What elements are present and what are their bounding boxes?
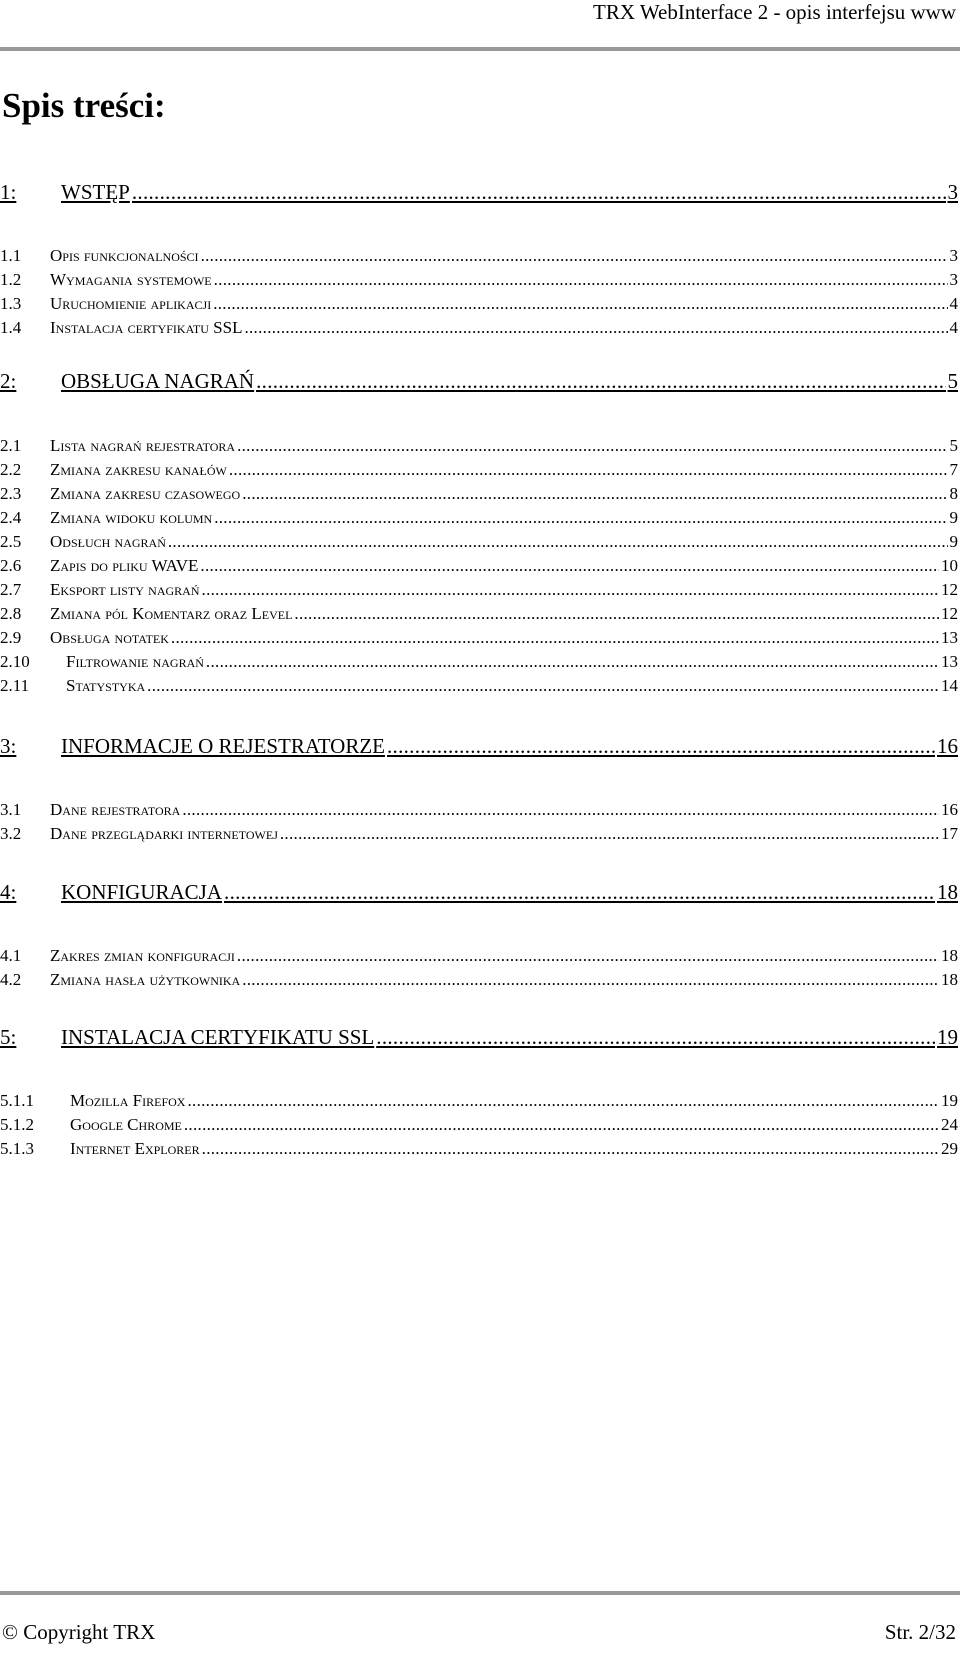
toc-number: 2.11 <box>0 676 30 695</box>
dot-leader <box>200 556 939 576</box>
toc-page: 24 <box>941 1115 958 1134</box>
toc-number: 2.8 <box>0 604 22 623</box>
toc-title: Obsługa notatek <box>50 628 169 647</box>
toc-number: 2.3 <box>0 484 22 503</box>
toc-entry-5-1-3[interactable] <box>0 1139 958 1159</box>
toc-title: Zmiana zakresu kanałów <box>50 460 227 479</box>
toc-page: 12 <box>941 604 958 623</box>
toc-entry-5[interactable] <box>0 1025 958 1050</box>
toc-page: 13 <box>941 628 958 647</box>
toc-number: 2.4 <box>0 508 22 527</box>
dot-leader <box>242 970 939 990</box>
toc-title: Dane przeglądarki internetowej <box>50 824 278 843</box>
toc-entry-5-1-2[interactable] <box>0 1115 958 1135</box>
dot-leader <box>213 294 947 314</box>
dot-leader <box>168 532 948 552</box>
toc-page: 16 <box>941 800 958 819</box>
toc-entry-2-1[interactable] <box>0 436 958 456</box>
page-number: Str. 2/32 <box>884 1620 956 1644</box>
toc-page: 4 <box>949 294 958 313</box>
toc-title: Eksport listy nagrań <box>50 580 200 599</box>
dot-leader <box>294 604 939 624</box>
toc-title: Zmiana zakresu czasowego <box>50 484 241 503</box>
toc-page: 10 <box>941 556 958 575</box>
toc-title: Dane rejestratora <box>50 800 181 819</box>
dot-leader <box>184 1115 939 1135</box>
toc-number: 2.9 <box>0 628 22 647</box>
toc-number: 5.1.3 <box>0 1139 34 1158</box>
dot-leader <box>206 652 939 672</box>
dot-leader <box>202 580 939 600</box>
toc-title: Statystyka <box>66 676 146 695</box>
toc-entry-2-4[interactable] <box>0 508 958 528</box>
toc-entry-5-1-1[interactable] <box>0 1091 958 1111</box>
toc-page: 9 <box>949 508 958 527</box>
toc-number: 4.1 <box>0 946 22 965</box>
toc-entry-3-2[interactable] <box>0 824 958 844</box>
toc-entry-4-2[interactable] <box>0 970 958 990</box>
toc-entry-2[interactable] <box>0 369 958 394</box>
toc-entry-2-8[interactable] <box>0 604 958 624</box>
toc-entry-2-11[interactable] <box>0 676 958 696</box>
toc-page: 8 <box>949 484 958 503</box>
toc-entry-1[interactable] <box>0 180 958 205</box>
dot-leader <box>376 1025 935 1050</box>
toc-title: Odsłuch nagrań <box>50 532 166 551</box>
toc-page: 19 <box>941 1091 958 1110</box>
document-title: TRX WebInterface 2 - opis interfejsu www <box>593 0 956 24</box>
toc-number: 2: <box>0 369 17 393</box>
toc-number: 4.2 <box>0 970 22 989</box>
toc-number: 5: <box>0 1025 17 1049</box>
toc-entry-1-3[interactable] <box>0 294 958 314</box>
toc-page: 16 <box>937 734 958 758</box>
toc-entry-3[interactable] <box>0 734 958 759</box>
toc-page: 7 <box>949 460 958 479</box>
toc-number: 2.2 <box>0 460 22 479</box>
toc-entry-2-10[interactable] <box>0 652 958 672</box>
toc-page: 18 <box>937 880 958 904</box>
dot-leader <box>147 676 939 696</box>
toc-title: Zmiana hasła użytkownika <box>50 970 241 989</box>
toc-page: 19 <box>937 1025 958 1049</box>
toc-entry-4[interactable] <box>0 880 958 905</box>
toc-entry-2-3[interactable] <box>0 484 958 504</box>
toc-number: 1.2 <box>0 270 22 289</box>
toc-entry-1-2[interactable] <box>0 270 958 290</box>
dot-leader <box>201 246 948 266</box>
toc-page: 14 <box>941 676 958 695</box>
toc-title: Zakres zmian konfiguracji <box>50 946 235 965</box>
toc-number: 3.2 <box>0 824 22 843</box>
toc-title: Lista nagrań rejestratora <box>50 436 236 455</box>
dot-leader <box>256 369 945 394</box>
toc-number: 2.6 <box>0 556 22 575</box>
toc-page: 18 <box>941 946 958 965</box>
toc-page: 12 <box>941 580 958 599</box>
footer-divider <box>0 1591 960 1595</box>
toc-entry-2-6[interactable] <box>0 556 958 576</box>
toc-page: 3 <box>949 246 958 265</box>
toc-number: 2.5 <box>0 532 22 551</box>
toc-title: Opis funkcjonalności <box>50 246 199 265</box>
toc-title: Zmiana widoku kolumn <box>50 508 213 527</box>
toc-number: 5.1.1 <box>0 1091 34 1110</box>
dot-leader <box>202 1139 939 1159</box>
toc-page: 5 <box>949 436 958 455</box>
toc-page: 17 <box>941 824 958 843</box>
toc-number: 1: <box>0 180 17 204</box>
dot-leader <box>171 628 939 648</box>
toc-page: 18 <box>941 970 958 989</box>
toc-number: 5.1.2 <box>0 1115 34 1134</box>
toc-title: KONFIGURACJA <box>61 880 223 904</box>
toc-page: 4 <box>949 318 958 337</box>
toc-title: OBSŁUGA NAGRAŃ <box>61 369 255 393</box>
dot-leader <box>237 436 947 456</box>
toc-title: Wymagania systemowe <box>50 270 212 289</box>
dot-leader <box>387 734 935 759</box>
toc-number: 3.1 <box>0 800 22 819</box>
toc-title: Zmiana pól Komentarz oraz Level <box>50 604 293 623</box>
dot-leader <box>187 1091 939 1111</box>
toc-page: 5 <box>947 369 958 393</box>
toc-entry-2-2[interactable] <box>0 460 958 480</box>
toc-number: 1.1 <box>0 246 22 265</box>
toc-heading: Spis treści: <box>2 86 166 125</box>
toc-title: Zapis do pliku WAVE <box>50 556 199 575</box>
toc-title: Mozilla Firefox <box>70 1091 186 1110</box>
toc-title: WSTĘP <box>61 180 130 204</box>
toc-entry-3-1[interactable] <box>0 800 958 820</box>
toc-entry-1-1[interactable] <box>0 246 958 266</box>
toc-title: INSTALACJA CERTYFIKATU SSL <box>61 1025 375 1049</box>
toc-title: Google Chrome <box>70 1115 182 1134</box>
toc-title: Instalacja certyfikatu SSL <box>50 318 243 337</box>
toc-page: 29 <box>941 1139 958 1158</box>
toc-entry-4-1[interactable] <box>0 946 958 966</box>
toc-title: Uruchomienie aplikacji <box>50 294 212 313</box>
toc-entry-2-9[interactable] <box>0 628 958 648</box>
toc-number: 2.7 <box>0 580 22 599</box>
dot-leader <box>224 880 935 905</box>
dot-leader <box>214 270 948 290</box>
toc-number: 4: <box>0 880 17 904</box>
dot-leader <box>132 180 946 205</box>
toc-number: 3: <box>0 734 17 758</box>
toc-title: Filtrowanie nagrań <box>66 652 204 671</box>
toc-page: 13 <box>941 652 958 671</box>
dot-leader <box>280 824 939 844</box>
toc-page: 3 <box>949 270 958 289</box>
toc-page: 9 <box>949 532 958 551</box>
toc-entry-1-4[interactable] <box>0 318 958 338</box>
dot-leader <box>182 800 939 820</box>
dot-leader <box>244 318 947 338</box>
dot-leader <box>242 484 947 504</box>
toc-entry-2-5[interactable] <box>0 532 958 552</box>
toc-entry-2-7[interactable] <box>0 580 958 600</box>
toc-title: INFORMACJE O REJESTRATORZE <box>61 734 385 758</box>
dot-leader <box>214 508 947 528</box>
dot-leader <box>229 460 948 480</box>
toc-number: 2.1 <box>0 436 22 455</box>
toc-page: 3 <box>947 180 958 204</box>
toc-title: Internet Explorer <box>70 1139 200 1158</box>
toc-number: 1.3 <box>0 294 22 313</box>
toc-number: 2.10 <box>0 652 30 671</box>
dot-leader <box>237 946 939 966</box>
toc-number: 1.4 <box>0 318 22 337</box>
copyright-text: © Copyright TRX <box>2 1620 156 1644</box>
